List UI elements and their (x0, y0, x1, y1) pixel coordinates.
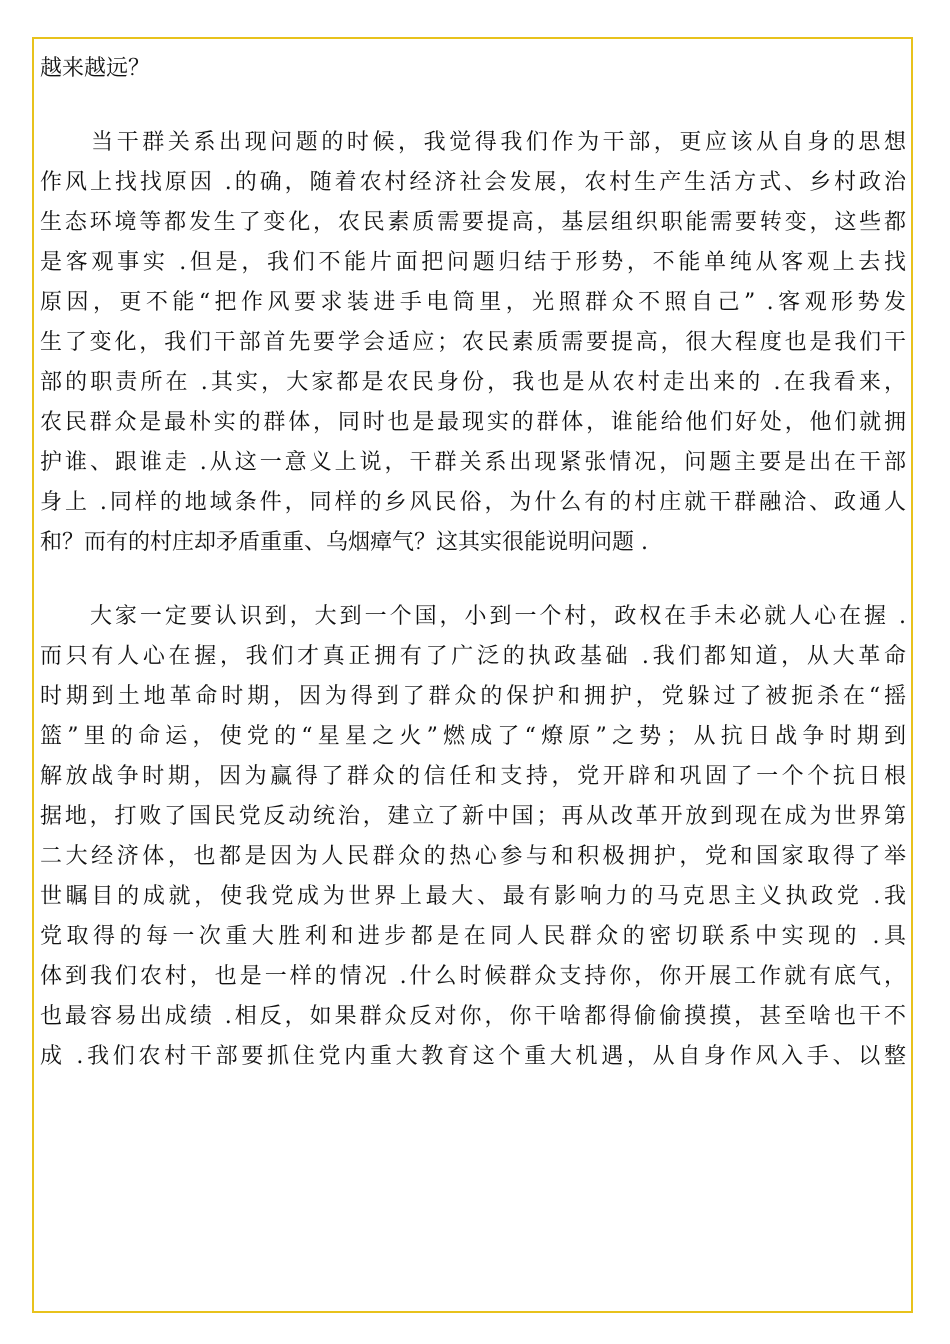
text-line: 原因，更不能“把作风要求装进手电筒里，光照群众不照自己” .客观形势发 (40, 290, 906, 315)
text-line: 当干群关系出现问题的时候，我觉得我们作为干部，更应该从自身的思想 (40, 130, 906, 155)
text-line: 身上 .同样的地域条件，同样的乡风民俗，为什么有的村庄就干群融洽、政通人 (40, 490, 906, 515)
text-line: 和？而有的村庄却矛盾重重、乌烟瘴气？这其实很能说明问题 . (40, 530, 648, 555)
text-line: 据地，打败了国民党反动统治，建立了新中国；再从改革开放到现在成为世界第 (40, 804, 906, 829)
text-line: 成 .我们农村干部要抓住党内重大教育这个重大机遇，从自身作风入手、以整 (40, 1044, 906, 1069)
text-line: 生了变化，我们干部首先要学会适应；农民素质需要提高，很大程度也是我们干 (40, 330, 906, 355)
text-line: 作风上找找原因 .的确，随着农村经济社会发展，农村生产生活方式、乡村政治 (40, 170, 906, 195)
paragraph-2 (40, 123, 906, 563)
text-line: 二大经济体，也都是因为人民群众的热心参与和积极拥护，党和国家取得了举 (40, 844, 906, 869)
document-body (40, 49, 906, 1077)
text-line: 是客观事实 .但是，我们不能片面把问题归结于形势，不能单纯从客观上去找 (40, 250, 906, 275)
text-line: 生态环境等都发生了变化，农民素质需要提高，基层组织职能需要转变，这些都 (40, 210, 906, 235)
text-line: 解放战争时期，因为赢得了群众的信任和支持，党开辟和巩固了一个个抗日根 (40, 764, 906, 789)
text-line: 部的职责所在 .其实，大家都是农民身份，我也是从农村走出来的 .在我看来， (40, 370, 906, 395)
paragraph-gap (40, 89, 906, 123)
text-line: 时期到土地革命时期，因为得到了群众的保护和拥护，党躲过了被扼杀在“摇 (40, 684, 906, 709)
text-line: 而只有人心在握，我们才真正拥有了广泛的执政基础 .我们都知道，从大革命 (40, 644, 906, 669)
text-line: 护谁、跟谁走 .从这一意义上说，干群关系出现紧张情况，问题主要是出在干部 (40, 450, 906, 475)
text-line: 也最容易出成绩 .相反，如果群众反对你，你干啥都得偷偷摸摸，甚至啥也干不 (40, 1004, 906, 1029)
text-line: 农民群众是最朴实的群体，同时也是最现实的群体，谁能给他们好处，他们就拥 (40, 410, 906, 435)
text-line: 越来越远？ (40, 56, 151, 81)
text-line: 大家一定要认识到，大到一个国，小到一个村，政权在手未必就人心在握 . (40, 604, 906, 629)
text-line: 党取得的每一次重大胜利和进步都是在同人民群众的密切联系中实现的 .具 (40, 924, 906, 949)
paragraph-1 (40, 49, 906, 89)
paragraph-gap (40, 563, 906, 597)
text-line: 世瞩目的成就，使我党成为世界上最大、最有影响力的马克思主义执政党 .我 (40, 884, 906, 909)
paragraph-3 (40, 597, 906, 1077)
text-line: 篮”里的命运，使党的“星星之火”燃成了“燎原”之势；从抗日战争时期到 (40, 724, 906, 749)
text-line: 体到我们农村，也是一样的情况 .什么时候群众支持你，你开展工作就有底气， (40, 964, 906, 989)
